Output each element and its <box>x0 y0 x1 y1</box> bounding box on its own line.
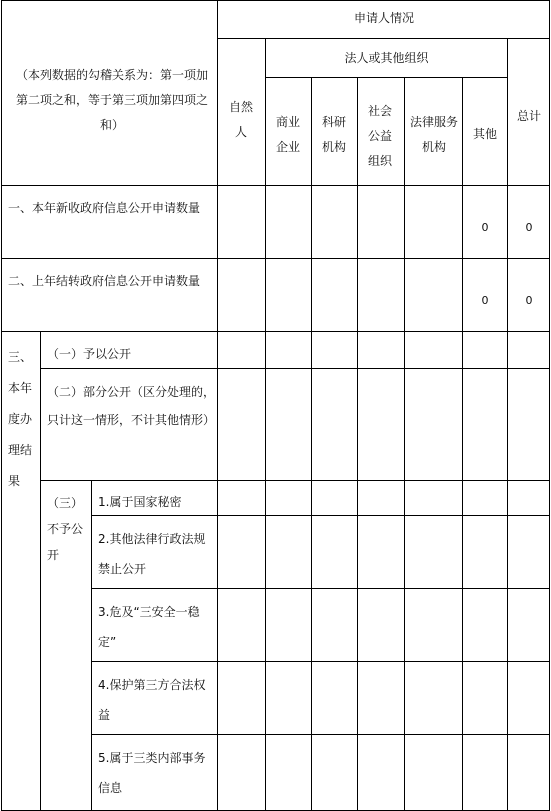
grid-line <box>265 38 266 811</box>
not-disclosed-label: （三）不予公开 <box>47 496 84 562</box>
row-new-applications-label: 一、本年新收政府信息公开申请数量 <box>8 201 201 215</box>
grid-line <box>462 77 463 811</box>
grid-line <box>40 480 550 481</box>
grid-line <box>1 185 550 186</box>
commercial-enterprise-header: 商业企业 <box>275 115 300 154</box>
grid-line <box>217 0 218 331</box>
state-secret-label: 1.属于国家秘密 <box>98 495 182 509</box>
legal-services-header: 法律服务机构 <box>409 115 458 154</box>
partially-disclosed-label: （二）部分公开（区分处理的，只计这一情形，不计其他情形） <box>47 385 216 427</box>
disclosed-label: （一）予以公开 <box>47 347 132 361</box>
grid-line <box>91 734 550 735</box>
three-security-label: 3.危及“三安全一稳定” <box>98 605 200 649</box>
grid-line <box>40 331 41 811</box>
grid-line <box>91 480 92 811</box>
grid-line <box>357 77 358 811</box>
table-border <box>1 0 2 811</box>
row-carried-over-label: 二、上年结转政府信息公开申请数量 <box>8 274 201 288</box>
other-header: 其他 <box>472 127 497 141</box>
applicant-situation-header: 申请人情况 <box>353 11 414 25</box>
grid-line <box>404 77 405 811</box>
grid-line <box>91 661 550 662</box>
row-annual-results-label: 三、本年度办理结果 <box>8 350 33 488</box>
other-laws-prohibit-label: 2.其他法律行政法规禁止公开 <box>98 532 206 576</box>
total-header: 总计 <box>516 109 541 123</box>
natural-person-header: 自然人 <box>228 100 253 139</box>
research-institution-header: 科研机构 <box>321 115 346 154</box>
row-new-applications-other-value: 0 <box>481 221 489 234</box>
table-border <box>1 0 550 1</box>
internal-affairs-label: 5.属于三类内部事务信息 <box>98 751 206 795</box>
grid-line <box>507 38 508 811</box>
public-welfare-header: 社会公益组织 <box>367 103 392 168</box>
row-carried-over-other-value: 0 <box>481 294 489 307</box>
grid-line <box>1 331 550 332</box>
grid-line <box>91 588 550 589</box>
row-carried-over-total-value: 0 <box>525 294 533 307</box>
grid-line <box>265 77 507 78</box>
grid-line <box>1 258 550 259</box>
grid-line <box>40 368 550 369</box>
row-new-applications-total-value: 0 <box>525 221 533 234</box>
grid-line <box>91 515 550 516</box>
grid-line <box>311 77 312 811</box>
grid-line <box>217 331 218 811</box>
legal-person-group-header: 法人或其他组织 <box>344 51 429 65</box>
third-party-rights-label: 4.保护第三方合法权益 <box>98 678 206 722</box>
column-note: （本列数据的勾稽关系为：第一项加第二项之和，等于第三项加第四项之和） <box>15 67 208 132</box>
grid-line <box>217 38 550 39</box>
